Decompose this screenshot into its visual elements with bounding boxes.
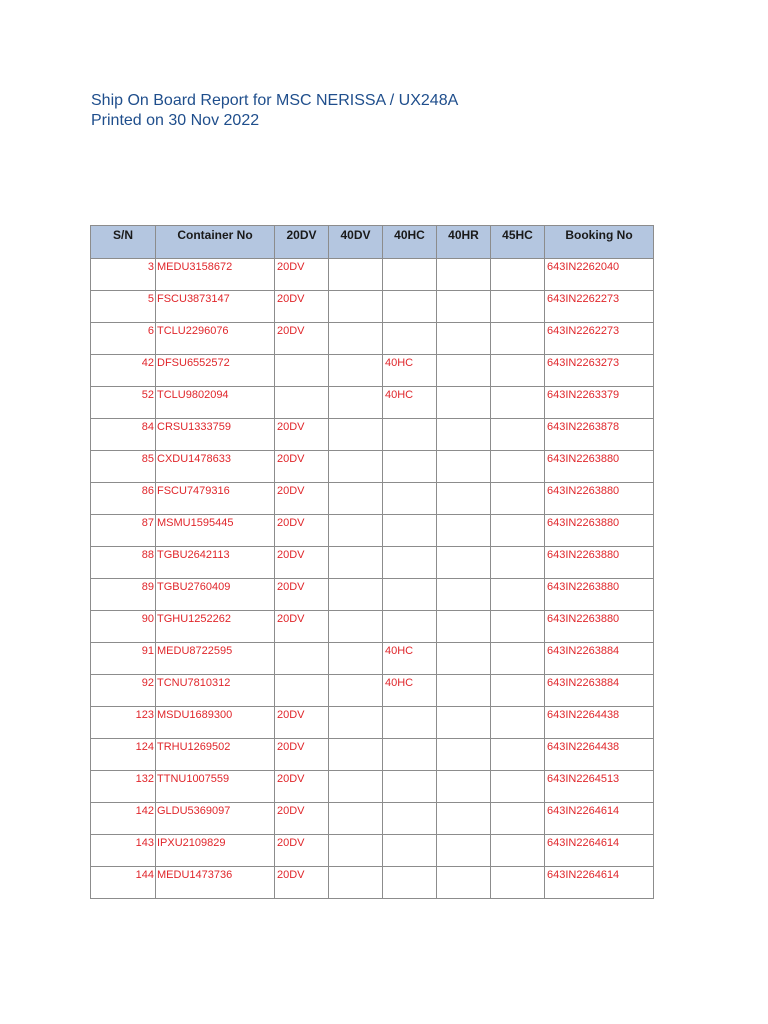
cell-sn: 144: [91, 867, 156, 899]
cell-booking-no: 643IN2263880: [545, 611, 654, 643]
table-header-row: [91, 226, 654, 259]
table-row: [91, 515, 654, 547]
table-row: [91, 835, 654, 867]
table-row: [91, 611, 654, 643]
cell-20dv: [275, 675, 329, 707]
column-header-40dv: 40DV: [329, 226, 383, 259]
cell-45hc: [491, 707, 545, 739]
cell-container-no: MSMU1595445: [156, 515, 275, 547]
cell-40hr: [437, 387, 491, 419]
cell-40dv: [329, 483, 383, 515]
cell-container-no: TGBU2642113: [156, 547, 275, 579]
cell-40hc: [383, 579, 437, 611]
cell-container-no: CRSU1333759: [156, 419, 275, 451]
cell-sn: 42: [91, 355, 156, 387]
cell-45hc: [491, 643, 545, 675]
cell-booking-no: 643IN2263880: [545, 451, 654, 483]
cell-45hc: [491, 451, 545, 483]
cell-sn: 90: [91, 611, 156, 643]
cell-20dv: 20DV: [275, 515, 329, 547]
cell-45hc: [491, 739, 545, 771]
cell-40dv: [329, 259, 383, 291]
cell-45hc: [491, 259, 545, 291]
cell-sn: 86: [91, 483, 156, 515]
cell-40hc: 40HC: [383, 643, 437, 675]
cell-40dv: [329, 643, 383, 675]
cell-20dv: 20DV: [275, 707, 329, 739]
cell-sn: 132: [91, 771, 156, 803]
cell-booking-no: 643IN2263884: [545, 675, 654, 707]
cell-45hc: [491, 867, 545, 899]
cell-40dv: [329, 675, 383, 707]
cell-40hr: [437, 323, 491, 355]
cell-booking-no: 643IN2263880: [545, 547, 654, 579]
cell-40hr: [437, 419, 491, 451]
cell-40dv: [329, 387, 383, 419]
cell-40dv: [329, 739, 383, 771]
cell-40hr: [437, 707, 491, 739]
cell-sn: 87: [91, 515, 156, 547]
cell-booking-no: 643IN2264438: [545, 707, 654, 739]
cell-40hr: [437, 547, 491, 579]
cell-40dv: [329, 323, 383, 355]
cell-40hr: [437, 451, 491, 483]
cell-booking-no: 643IN2263880: [545, 515, 654, 547]
cell-40hr: [437, 803, 491, 835]
cell-container-no: TCNU7810312: [156, 675, 275, 707]
cell-40hr: [437, 515, 491, 547]
cell-20dv: 20DV: [275, 835, 329, 867]
cell-40hr: [437, 867, 491, 899]
table-row: [91, 675, 654, 707]
cell-sn: 3: [91, 259, 156, 291]
ship-on-board-table: [90, 225, 654, 899]
cell-40hc: [383, 739, 437, 771]
cell-container-no: GLDU5369097: [156, 803, 275, 835]
cell-20dv: [275, 355, 329, 387]
cell-40hc: [383, 835, 437, 867]
table-row: [91, 643, 654, 675]
cell-20dv: 20DV: [275, 451, 329, 483]
cell-20dv: [275, 387, 329, 419]
cell-container-no: TRHU1269502: [156, 739, 275, 771]
cell-20dv: 20DV: [275, 291, 329, 323]
cell-container-no: FSCU7479316: [156, 483, 275, 515]
cell-40hc: [383, 291, 437, 323]
cell-container-no: TCLU2296076: [156, 323, 275, 355]
cell-40dv: [329, 419, 383, 451]
printed-date: Printed on 30 Nov 2022: [91, 112, 260, 129]
cell-40hc: [383, 323, 437, 355]
cell-40dv: [329, 611, 383, 643]
table-row: [91, 707, 654, 739]
cell-container-no: MEDU3158672: [156, 259, 275, 291]
column-header-40hc: 40HC: [383, 226, 437, 259]
cell-40hr: [437, 739, 491, 771]
cell-45hc: [491, 771, 545, 803]
cell-20dv: 20DV: [275, 483, 329, 515]
cell-40hc: [383, 707, 437, 739]
cell-20dv: [275, 643, 329, 675]
cell-40hc: [383, 611, 437, 643]
cell-40hr: [437, 643, 491, 675]
cell-sn: 88: [91, 547, 156, 579]
cell-40dv: [329, 803, 383, 835]
cell-booking-no: 643IN2263273: [545, 355, 654, 387]
cell-40hc: [383, 771, 437, 803]
table-row: [91, 451, 654, 483]
cell-45hc: [491, 323, 545, 355]
cell-40hr: [437, 483, 491, 515]
cell-20dv: 20DV: [275, 419, 329, 451]
cell-40dv: [329, 547, 383, 579]
cell-container-no: MEDU8722595: [156, 643, 275, 675]
cell-40hr: [437, 355, 491, 387]
cell-sn: 6: [91, 323, 156, 355]
cell-40dv: [329, 355, 383, 387]
table-body: [91, 259, 654, 899]
cell-sn: 89: [91, 579, 156, 611]
cell-40hr: [437, 675, 491, 707]
cell-45hc: [491, 291, 545, 323]
cell-40dv: [329, 451, 383, 483]
cell-booking-no: 643IN2263884: [545, 643, 654, 675]
cell-45hc: [491, 419, 545, 451]
cell-sn: 92: [91, 675, 156, 707]
cell-20dv: 20DV: [275, 259, 329, 291]
cell-booking-no: 643IN2263880: [545, 579, 654, 611]
cell-40dv: [329, 515, 383, 547]
cell-booking-no: 643IN2262040: [545, 259, 654, 291]
cell-booking-no: 643IN2263878: [545, 419, 654, 451]
cell-booking-no: 643IN2264614: [545, 803, 654, 835]
cell-40hc: 40HC: [383, 675, 437, 707]
cell-40hr: [437, 259, 491, 291]
cell-40hr: [437, 291, 491, 323]
cell-40dv: [329, 867, 383, 899]
cell-container-no: MSDU1689300: [156, 707, 275, 739]
cell-45hc: [491, 579, 545, 611]
cell-40hc: 40HC: [383, 387, 437, 419]
cell-container-no: MEDU1473736: [156, 867, 275, 899]
cell-40hc: [383, 803, 437, 835]
column-header-40hr: 40HR: [437, 226, 491, 259]
table-row: [91, 867, 654, 899]
cell-40hc: [383, 547, 437, 579]
cell-40dv: [329, 835, 383, 867]
cell-booking-no: 643IN2264438: [545, 739, 654, 771]
cell-booking-no: 643IN2264614: [545, 867, 654, 899]
cell-20dv: 20DV: [275, 771, 329, 803]
table-row: [91, 387, 654, 419]
cell-container-no: IPXU2109829: [156, 835, 275, 867]
cell-sn: 123: [91, 707, 156, 739]
cell-sn: 5: [91, 291, 156, 323]
cell-booking-no: 643IN2263379: [545, 387, 654, 419]
cell-sn: 142: [91, 803, 156, 835]
cell-container-no: TGHU1252262: [156, 611, 275, 643]
table-row: [91, 355, 654, 387]
cell-45hc: [491, 355, 545, 387]
cell-20dv: 20DV: [275, 323, 329, 355]
cell-45hc: [491, 803, 545, 835]
cell-40hc: 40HC: [383, 355, 437, 387]
table-row: [91, 579, 654, 611]
column-header-sn: S/N: [91, 226, 156, 259]
cell-45hc: [491, 515, 545, 547]
cell-40hc: [383, 419, 437, 451]
cell-20dv: 20DV: [275, 547, 329, 579]
cell-40dv: [329, 707, 383, 739]
cell-40hc: [383, 515, 437, 547]
cell-container-no: TTNU1007559: [156, 771, 275, 803]
column-header-container-no: Container No: [156, 226, 275, 259]
cell-sn: 52: [91, 387, 156, 419]
cell-40hc: [383, 451, 437, 483]
cell-container-no: DFSU6552572: [156, 355, 275, 387]
cell-40hr: [437, 579, 491, 611]
report-title: Ship On Board Report for MSC NERISSA / UX248A: [91, 92, 459, 109]
cell-booking-no: 643IN2264513: [545, 771, 654, 803]
table-row: [91, 323, 654, 355]
table-row: [91, 259, 654, 291]
cell-20dv: 20DV: [275, 803, 329, 835]
cell-20dv: 20DV: [275, 579, 329, 611]
cell-45hc: [491, 483, 545, 515]
table-row: [91, 291, 654, 323]
report-header: [91, 91, 458, 131]
cell-20dv: 20DV: [275, 611, 329, 643]
cell-40dv: [329, 291, 383, 323]
cell-40hr: [437, 611, 491, 643]
cell-45hc: [491, 387, 545, 419]
table-row: [91, 739, 654, 771]
cell-container-no: TCLU9802094: [156, 387, 275, 419]
cell-45hc: [491, 547, 545, 579]
column-header-20dv: 20DV: [275, 226, 329, 259]
column-header-booking-no: Booking No: [545, 226, 654, 259]
cell-booking-no: 643IN2262273: [545, 323, 654, 355]
table-row: [91, 771, 654, 803]
cell-45hc: [491, 611, 545, 643]
cell-booking-no: 643IN2264614: [545, 835, 654, 867]
cell-sn: 84: [91, 419, 156, 451]
cell-45hc: [491, 835, 545, 867]
cell-sn: 91: [91, 643, 156, 675]
cell-40dv: [329, 579, 383, 611]
cell-booking-no: 643IN2262273: [545, 291, 654, 323]
cell-40hc: [383, 483, 437, 515]
cell-20dv: 20DV: [275, 739, 329, 771]
table-row: [91, 547, 654, 579]
table-row: [91, 483, 654, 515]
table-row: [91, 419, 654, 451]
cell-20dv: 20DV: [275, 867, 329, 899]
cell-45hc: [491, 675, 545, 707]
cell-container-no: CXDU1478633: [156, 451, 275, 483]
table-row: [91, 803, 654, 835]
cell-40hc: [383, 867, 437, 899]
cell-container-no: FSCU3873147: [156, 291, 275, 323]
cell-sn: 124: [91, 739, 156, 771]
cell-40hr: [437, 771, 491, 803]
cell-container-no: TGBU2760409: [156, 579, 275, 611]
cell-40hr: [437, 835, 491, 867]
column-header-45hc: 45HC: [491, 226, 545, 259]
cell-sn: 85: [91, 451, 156, 483]
cell-40hc: [383, 259, 437, 291]
cell-40dv: [329, 771, 383, 803]
cell-sn: 143: [91, 835, 156, 867]
cell-booking-no: 643IN2263880: [545, 483, 654, 515]
